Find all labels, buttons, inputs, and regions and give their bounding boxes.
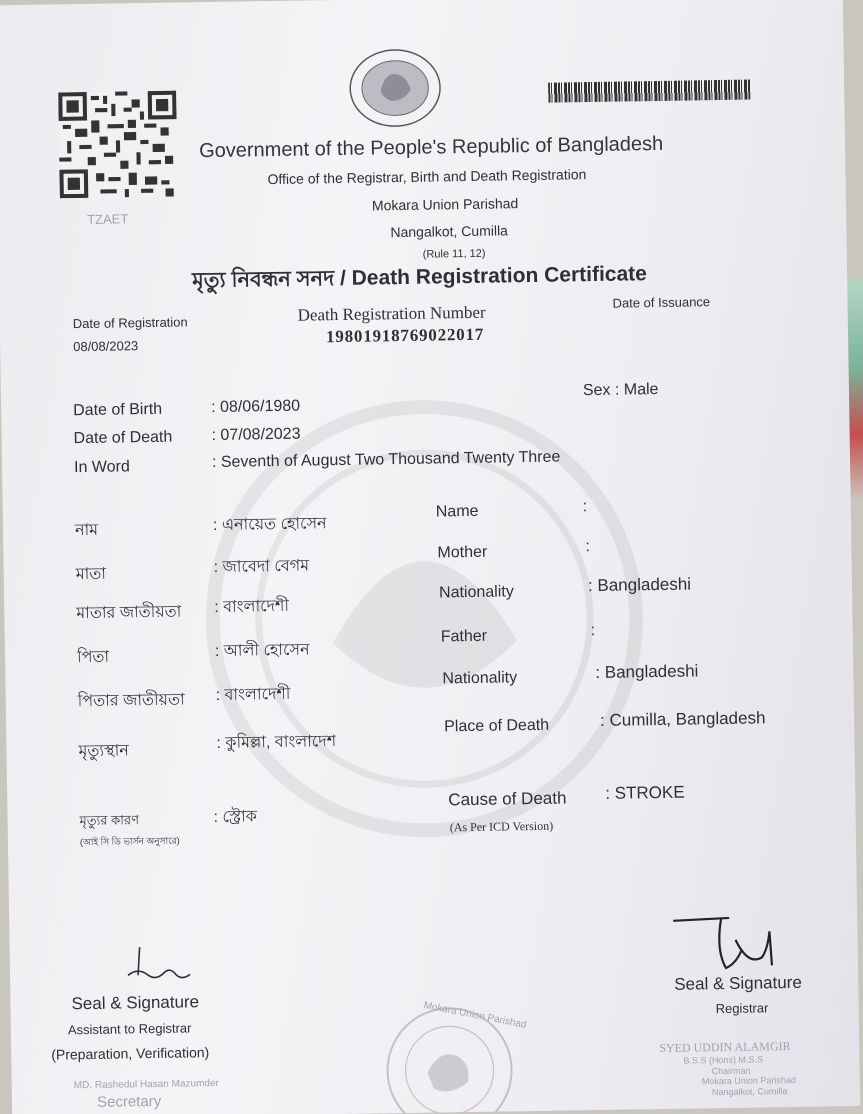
right-official-post: Chairman: [711, 1065, 751, 1077]
death-date-label: Date of Death: [73, 428, 173, 448]
registrar-signature-icon: [669, 909, 790, 977]
death-cause-bn-note: (আই সি ডি ভার্সন অনুসারে): [79, 835, 180, 848]
death-cause-bn-label: মৃত্যুর কারণ: [79, 812, 140, 829]
right-official-location: Nangalkot, Cumilla: [711, 1086, 788, 1098]
left-note: (Preparation, Verification): [51, 1044, 210, 1063]
registration-number-label: Death Registration Number: [297, 302, 486, 325]
father-nationality-bn-label: পিতার জাতীয়তা: [77, 691, 185, 711]
death-cause-en-note: (As Per ICD Version): [449, 818, 554, 835]
mother-bn-value: : জাবেদা বেগম: [213, 557, 310, 576]
right-role: Registrar: [715, 1000, 769, 1017]
mother-nationality-en-value: : Bangladeshi: [587, 574, 692, 596]
right-official-union: Mokara Union Parishad: [701, 1074, 796, 1087]
qr-code-icon: [58, 91, 178, 199]
name-en-label: Name: [435, 502, 479, 521]
father-en-label: Father: [440, 627, 488, 646]
inword-value: : Seventh of August Two Thousand Twenty Three: [211, 448, 561, 472]
mother-en-label: Mother: [437, 543, 488, 562]
sex-value: Sex : Male: [582, 380, 659, 400]
government-emblem-icon: [346, 46, 445, 130]
issuance-date-label: Date of Issuance: [612, 294, 711, 311]
registration-date-value: 08/08/2023: [73, 338, 139, 355]
union-name: Mokara Union Parishad: [371, 195, 519, 214]
mother-bn-label: মাতা: [75, 565, 107, 584]
right-seal-title: Seal & Signature: [674, 972, 802, 994]
assistant-signature-icon: [118, 944, 199, 989]
name-bn-value: : এনায়েত হোসেন: [212, 515, 327, 535]
right-official-name: SYED UDDIN ALAMGIR: [659, 1038, 791, 1056]
mother-en-value: :: [585, 538, 590, 556]
left-seal-title: Seal & Signature: [71, 992, 200, 1014]
father-nationality-en-value: : Bangladeshi: [595, 661, 699, 683]
father-nationality-en-label: Nationality: [442, 669, 518, 688]
government-title: Government of the People's Republic of Bangladesh: [198, 132, 664, 163]
death-place-bn-value: : কুমিল্লা, বাংলাদেশ: [216, 733, 337, 752]
father-en-value: :: [590, 622, 596, 640]
father-bn-label: পিতা: [76, 648, 110, 667]
death-place-en-label: Place of Death: [444, 716, 550, 736]
location: Nangalkot, Cumilla: [390, 222, 509, 241]
inword-label: In Word: [73, 458, 130, 477]
mother-nationality-bn-value: : বাংলাদেশী: [214, 597, 290, 616]
death-cause-en-label: Cause of Death: [448, 788, 567, 810]
left-official-name: MD. Rashedul Hasan Mazumder: [73, 1077, 219, 1092]
death-date-value: : 07/08/2023: [211, 425, 301, 445]
header-code: TZAET: [87, 211, 129, 227]
left-role: Assistant to Registrar: [67, 1020, 192, 1038]
mother-nationality-en-label: Nationality: [438, 583, 514, 602]
birth-date-value: : 08/06/1980: [211, 397, 301, 417]
office-title: Office of the Registrar, Birth and Death Registration: [267, 166, 587, 188]
certificate-title: মৃত্যু নিবন্ধন সনদ / Death Registration Certificate: [191, 262, 648, 293]
rule-text: (Rule 11, 12): [422, 247, 486, 261]
registration-number-value: 19801918769022017: [325, 324, 485, 347]
death-place-en-value: : Cumilla, Bangladesh: [599, 708, 766, 730]
birth-date-label: Date of Birth: [73, 400, 163, 420]
name-bn-label: নাম: [74, 521, 99, 540]
death-cause-bn-value: : স্ট্রোক: [213, 808, 258, 827]
barcode-icon: [548, 80, 750, 103]
death-place-bn-label: মৃত্যুস্থান: [78, 742, 129, 761]
mother-nationality-bn-label: মাতার জাতীয়তা: [76, 603, 182, 623]
left-official-post: Secretary: [96, 1092, 162, 1111]
name-en-value: :: [582, 498, 588, 516]
seal-stamp-text: Mokara Union Parishad: [422, 999, 528, 1031]
registration-date-label: Date of Registration: [72, 314, 188, 332]
right-official-degree: B.S.S (Hons) M.S.S: [683, 1054, 764, 1066]
death-cause-en-value: : STROKE: [605, 782, 685, 803]
father-bn-value: : আলী হোসেন: [214, 641, 310, 660]
father-nationality-bn-value: : বাংলাদেশী: [215, 685, 291, 704]
